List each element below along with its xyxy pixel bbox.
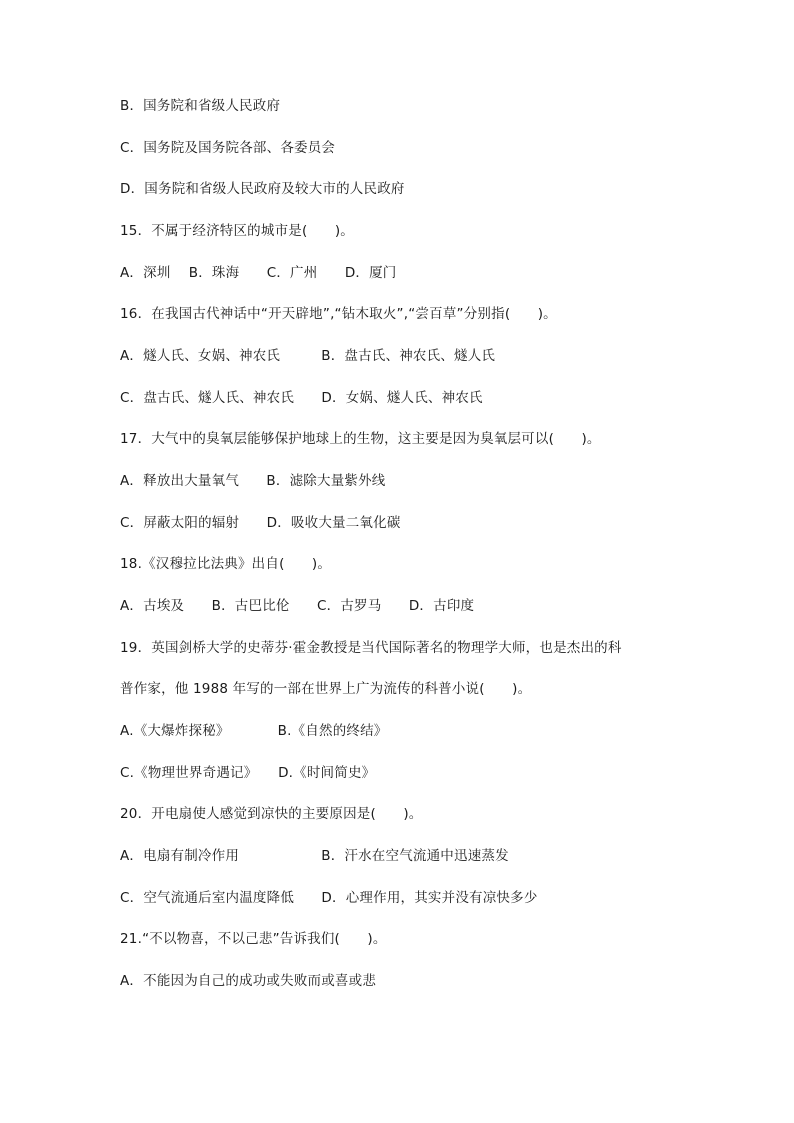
question-line: 普作家，他 1988 年写的一部在世界上广为流传的科普小说( )。	[120, 681, 532, 697]
option-line: D．国务院和省级人民政府及较大市的人民政府	[120, 181, 405, 197]
option-line: A．释放出大量氧气 B．滤除大量紫外线	[120, 473, 386, 489]
option-line: A．不能因为自己的成功或失败而或喜或悲	[120, 973, 377, 989]
option-line: C.《物理世界奇遇记》 D.《时间简史》	[120, 765, 376, 781]
option-line: A.《大爆炸探秘》 B.《自然的终结》	[120, 723, 388, 739]
option-line: A．电扇有制冷作用 B．汗水在空气流通中迅速蒸发	[120, 848, 509, 864]
option-line: C．国务院及国务院各部、各委员会	[120, 140, 336, 156]
option-line: A．古埃及 B．古巴比伦 C．古罗马 D．古印度	[120, 598, 475, 614]
question-line: 15．不属于经济特区的城市是( )。	[120, 223, 355, 239]
question-line: 17．大气中的臭氧层能够保护地球上的生物，这主要是因为臭氧层可以( )。	[120, 431, 601, 447]
option-line: C．盘古氏、燧人氏、神农氏 D．女娲、燧人氏、神农氏	[120, 390, 483, 406]
question-line: 18.《汉穆拉比法典》出自( )。	[120, 556, 332, 572]
option-line: C．屏蔽太阳的辐射 D．吸收大量二氧化碳	[120, 515, 401, 531]
option-line: B．国务院和省级人民政府	[120, 98, 281, 114]
option-line: A．深圳 B．珠海 C．广州 D．厦门	[120, 265, 397, 281]
question-line: 21.“不以物喜，不以己悲”告诉我们( )。	[120, 931, 387, 947]
question-line: 16．在我国古代神话中“开天辟地”,“钻木取火”,“尝百草”分别指( )。	[120, 306, 557, 322]
option-line: A．燧人氏、女娲、神农氏 B．盘古氏、神农氏、燧人氏	[120, 348, 496, 364]
question-line: 20．开电扇使人感觉到凉快的主要原因是( )。	[120, 806, 423, 822]
option-line: C．空气流通后室内温度降低 D．心理作用，其实并没有凉快多少	[120, 890, 538, 906]
question-line: 19．英国剑桥大学的史蒂芬·霍金教授是当代国际著名的物理学大师，也是杰出的科	[120, 640, 622, 656]
